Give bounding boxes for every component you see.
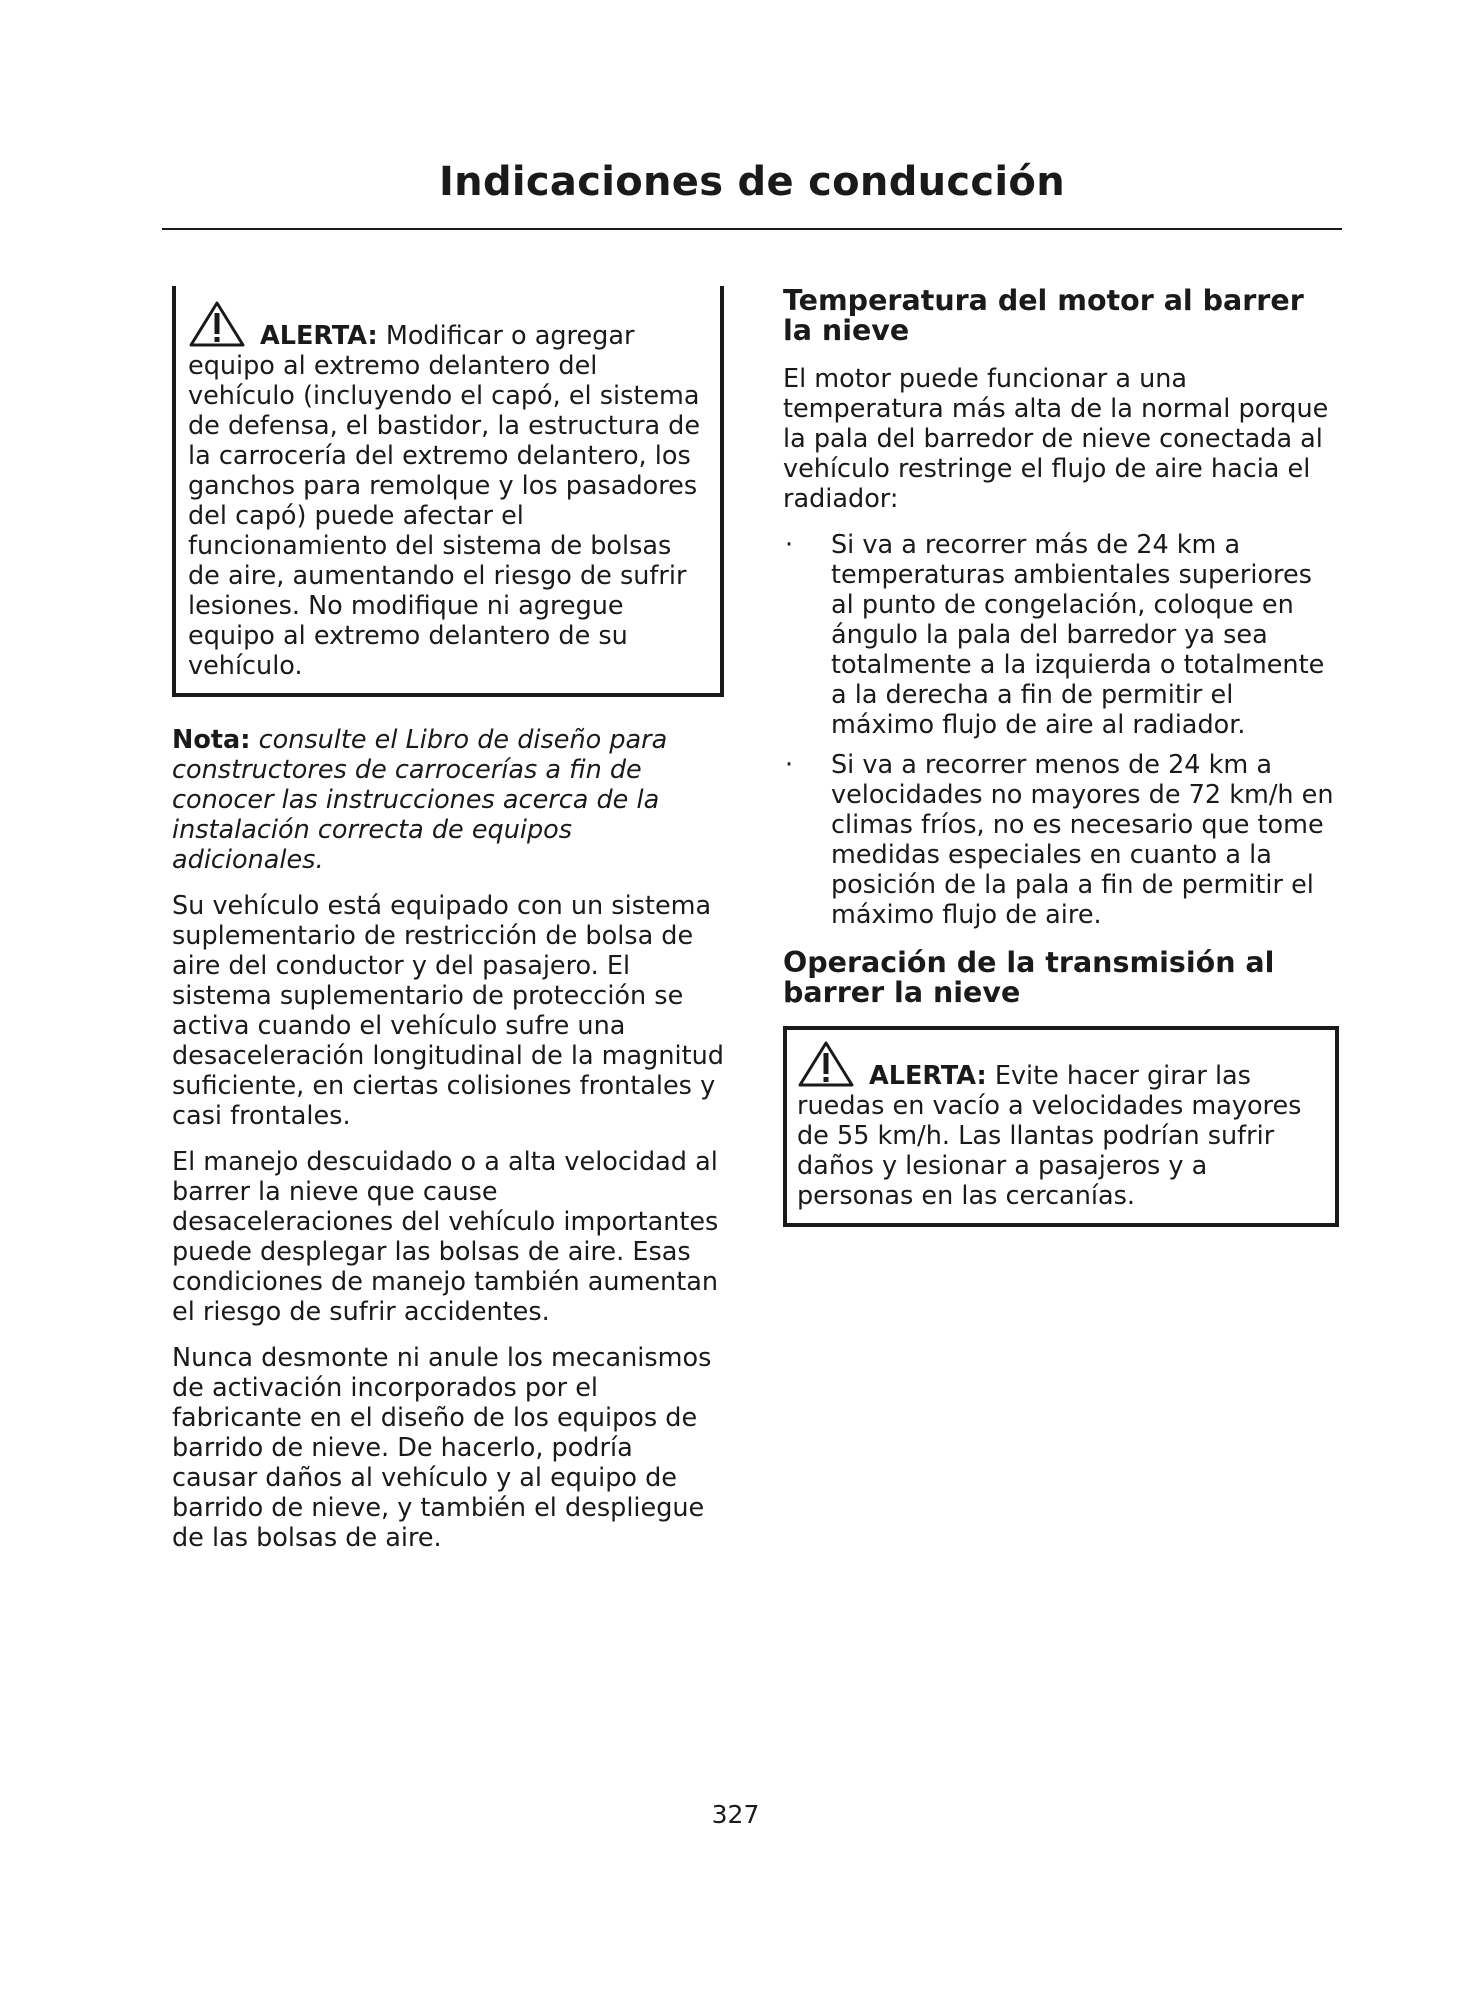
- page-number: 327: [711, 1800, 760, 1829]
- alert-box-airbag: [172, 286, 724, 697]
- alert-label: ALERTA:: [260, 321, 378, 351]
- list-item: · Si va a recorrer menos de 24 km a velocidades no mayores de 72 km/h en climas fríos, no es necesario que tome medidas especiales en cuanto a la posición de la pala a fin de permitir el máximo flujo de aire.: [785, 750, 1334, 930]
- left-column: [172, 286, 724, 1569]
- paragraph-never-dismantle: Nunca desmonte ni anule los mecanismos de activación incorporados por el fabricante en el diseño de los equipos de barrido de nieve. De hacerlo, podría causar daños al vehículo y al equipo de barrido de nieve, y también el despliegue de las bolsas de aire.: [172, 1343, 712, 1553]
- note-text: consulte el Libro de diseño para constructores de carrocerías a fin de conocer las instrucciones acerca de la instalación correcta de equipos adicionales.: [172, 725, 668, 875]
- heading-transmission: Operación de la transmisión al barrer la nieve: [783, 946, 1275, 1009]
- bullet-marker: ·: [785, 750, 794, 780]
- right-column: [783, 286, 1339, 1227]
- title-divider: [162, 228, 1342, 230]
- alert-box-transmission: [783, 1026, 1339, 1227]
- list-item: · Si va a recorrer más de 24 km a temperaturas ambientales superiores al punto de congelación, coloque en ángulo la pala del barredor ya sea totalmente a la izquierda o totalmente a la derecha a fin de permitir el máximo flujo de aire al radiador.: [785, 530, 1325, 740]
- note-label: Nota:: [172, 725, 251, 755]
- alert-text: Evite hacer girar las ruedas en vacío a velocidades mayores de 55 km/h. Las llantas podrían sufrir daños y lesionar a pasajeros y a personas en las cercanías.: [797, 1061, 1302, 1211]
- alert-text: Modificar o agregar equipo al extremo delantero del vehículo (incluyendo el capó, el sistema de defensa, el bastidor, la estructura de la carrocería del extremo delantero, los ganchos para remolque y los pasadores del capó) puede afectar el funcionamiento del sistema de bolsas de aire, aumentando el riesgo de sufrir lesiones. No modifique ni agregue equipo al extremo delantero de su vehículo.: [188, 321, 701, 681]
- warning-triangle-icon: [797, 1040, 855, 1088]
- paragraph-careless-driving: El manejo descuidado o a alta velocidad al barrer la nieve que cause desaceleraciones del vehículo importantes puede desplegar las bolsas de aire. Esas condiciones de manejo también aumentan el riesgo de sufrir accidentes.: [172, 1147, 719, 1327]
- alert-label: ALERTA:: [869, 1061, 987, 1091]
- paragraph-engine-temperature: El motor puede funcionar a una temperatura más alta de la normal porque la pala del barredor de nieve conectada al vehículo restringe el flujo de aire hacia el radiador:: [783, 364, 1329, 514]
- heading-engine-temperature: Temperatura del motor al barrer la nieve: [783, 284, 1304, 347]
- page-title: Indicaciones de conducción: [438, 159, 1065, 205]
- note-paragraph: [172, 725, 724, 875]
- bullet-marker: ·: [785, 530, 794, 560]
- warning-triangle-icon: [188, 300, 246, 348]
- bullet-list: [783, 530, 1339, 930]
- paragraph-airbag-system: Su vehículo está equipado con un sistema suplementario de restricción de bolsa de aire del conductor y del pasajero. El sistema suplementario de protección se activa cuando el vehículo sufre una desaceleración longitudinal de la magnitud suficiente, en ciertas colisiones frontales y casi frontales.: [172, 891, 724, 1131]
